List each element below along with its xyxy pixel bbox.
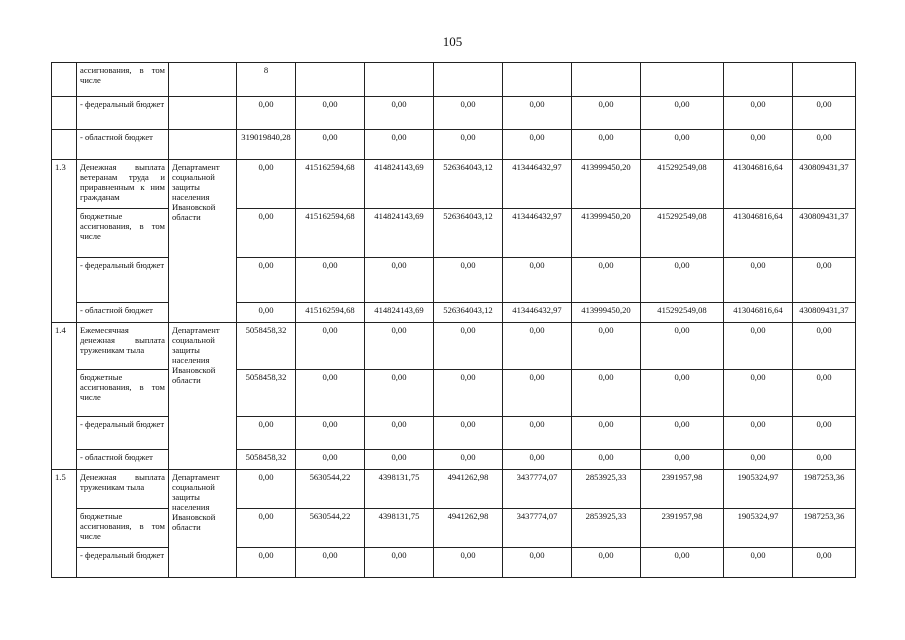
value-cell: 2391957,98 xyxy=(641,470,724,509)
value-cell: 0,00 xyxy=(641,548,724,578)
executor-cell: Департамент социальной защиты населения Ивановской области xyxy=(169,323,237,470)
row-index-cell xyxy=(52,63,77,97)
value-cell: 0,00 xyxy=(365,97,434,130)
table-row xyxy=(52,470,856,509)
row-label-cell: - областной бюджет xyxy=(77,303,169,323)
page-number: 105 xyxy=(442,34,463,49)
value-cell: 0,00 xyxy=(724,323,793,370)
row-label-cell: ассигнования, в том числе xyxy=(77,63,169,97)
value-cell: 0,00 xyxy=(237,209,296,258)
value-cell xyxy=(724,63,793,97)
value-cell: 0,00 xyxy=(365,548,434,578)
value-cell: 0,00 xyxy=(793,417,856,450)
row-label-cell: бюджетные ассигнования, в том числе xyxy=(77,370,169,417)
value-cell: 1905324,97 xyxy=(724,470,793,509)
value-cell: 0,00 xyxy=(503,258,572,303)
value-cell: 0,00 xyxy=(365,323,434,370)
row-index-cell: 1.3 xyxy=(52,160,77,323)
row-label-cell: Денежная выплата труженикам тыла xyxy=(77,470,169,509)
value-cell: 5058458,32 xyxy=(237,370,296,417)
value-cell: 4941262,98 xyxy=(434,509,503,548)
value-cell: 0,00 xyxy=(365,450,434,470)
value-cell: 0,00 xyxy=(503,130,572,160)
value-cell: 415292549,08 xyxy=(641,303,724,323)
value-cell: 0,00 xyxy=(237,303,296,323)
value-cell: 0,00 xyxy=(365,417,434,450)
value-cell: 413446432,97 xyxy=(503,303,572,323)
value-cell: 0,00 xyxy=(572,548,641,578)
value-cell: 0,00 xyxy=(572,258,641,303)
value-cell: 0,00 xyxy=(724,450,793,470)
row-index-cell: 1.4 xyxy=(52,323,77,470)
value-cell: 0,00 xyxy=(793,258,856,303)
table-row xyxy=(52,63,856,97)
row-index-cell xyxy=(52,97,77,130)
value-cell: 0,00 xyxy=(641,450,724,470)
row-label-cell: - федеральный бюджет xyxy=(77,97,169,130)
value-cell: 0,00 xyxy=(793,97,856,130)
value-cell: 0,00 xyxy=(641,370,724,417)
value-cell: 0,00 xyxy=(296,97,365,130)
value-cell: 0,00 xyxy=(793,130,856,160)
value-cell: 0,00 xyxy=(724,97,793,130)
value-cell xyxy=(503,63,572,97)
row-index-cell: 1.5 xyxy=(52,470,77,578)
table-row xyxy=(52,323,856,370)
value-cell: 0,00 xyxy=(237,548,296,578)
value-cell: 1987253,36 xyxy=(793,470,856,509)
executor-cell: Департамент социальной защиты населения Ивановской области xyxy=(169,160,237,323)
executor-cell xyxy=(169,130,237,160)
value-cell: 415162594,68 xyxy=(296,303,365,323)
value-cell: 0,00 xyxy=(724,417,793,450)
value-cell: 0,00 xyxy=(296,548,365,578)
value-cell: 0,00 xyxy=(793,323,856,370)
value-cell: 2853925,33 xyxy=(572,509,641,548)
value-cell: 5630544,22 xyxy=(296,470,365,509)
value-cell: 8 xyxy=(237,63,296,97)
value-cell: 1987253,36 xyxy=(793,509,856,548)
value-cell: 0,00 xyxy=(237,509,296,548)
value-cell: 526364043,12 xyxy=(434,160,503,209)
value-cell: 0,00 xyxy=(503,323,572,370)
value-cell: 0,00 xyxy=(503,548,572,578)
value-cell: 413046816,64 xyxy=(724,160,793,209)
value-cell: 0,00 xyxy=(237,258,296,303)
row-label-cell: - федеральный бюджет xyxy=(77,548,169,578)
value-cell: 4941262,98 xyxy=(434,470,503,509)
value-cell: 0,00 xyxy=(724,370,793,417)
value-cell: 0,00 xyxy=(572,323,641,370)
value-cell: 0,00 xyxy=(434,130,503,160)
value-cell: 413999450,20 xyxy=(572,160,641,209)
value-cell: 0,00 xyxy=(365,370,434,417)
table-row xyxy=(52,130,856,160)
value-cell: 413046816,64 xyxy=(724,209,793,258)
value-cell: 0,00 xyxy=(434,370,503,417)
value-cell xyxy=(641,63,724,97)
value-cell: 0,00 xyxy=(572,130,641,160)
value-cell: 526364043,12 xyxy=(434,303,503,323)
value-cell xyxy=(434,63,503,97)
row-label-cell: - федеральный бюджет xyxy=(77,258,169,303)
value-cell: 414824143,69 xyxy=(365,160,434,209)
value-cell: 0,00 xyxy=(434,548,503,578)
value-cell: 1905324,97 xyxy=(724,509,793,548)
value-cell: 0,00 xyxy=(503,97,572,130)
value-cell: 526364043,12 xyxy=(434,209,503,258)
value-cell: 413446432,97 xyxy=(503,160,572,209)
value-cell: 0,00 xyxy=(572,97,641,130)
value-cell: 0,00 xyxy=(434,258,503,303)
row-label-cell: - федеральный бюджет xyxy=(77,417,169,450)
executor-cell xyxy=(169,97,237,130)
value-cell: 0,00 xyxy=(641,323,724,370)
value-cell: 413999450,20 xyxy=(572,209,641,258)
value-cell: 0,00 xyxy=(503,450,572,470)
value-cell xyxy=(793,63,856,97)
value-cell: 0,00 xyxy=(572,417,641,450)
row-label-cell: бюджетные ассигнования, в том числе xyxy=(77,209,169,258)
value-cell: 0,00 xyxy=(365,130,434,160)
value-cell: 0,00 xyxy=(237,417,296,450)
value-cell: 0,00 xyxy=(793,450,856,470)
value-cell: 0,00 xyxy=(296,323,365,370)
value-cell: 415292549,08 xyxy=(641,160,724,209)
value-cell: 0,00 xyxy=(572,370,641,417)
value-cell: 0,00 xyxy=(296,258,365,303)
value-cell: 0,00 xyxy=(237,160,296,209)
value-cell: 4398131,75 xyxy=(365,509,434,548)
value-cell xyxy=(365,63,434,97)
value-cell: 0,00 xyxy=(503,417,572,450)
value-cell: 0,00 xyxy=(434,450,503,470)
value-cell: 319019840,28 xyxy=(237,130,296,160)
value-cell: 0,00 xyxy=(296,450,365,470)
value-cell: 414824143,69 xyxy=(365,209,434,258)
value-cell: 0,00 xyxy=(641,417,724,450)
value-cell: 430809431,37 xyxy=(793,209,856,258)
value-cell: 413046816,64 xyxy=(724,303,793,323)
value-cell: 0,00 xyxy=(641,258,724,303)
value-cell: 0,00 xyxy=(296,370,365,417)
budget-table xyxy=(51,62,856,578)
value-cell: 0,00 xyxy=(434,323,503,370)
value-cell: 2391957,98 xyxy=(641,509,724,548)
value-cell: 2853925,33 xyxy=(572,470,641,509)
value-cell: 3437774,07 xyxy=(503,509,572,548)
value-cell: 4398131,75 xyxy=(365,470,434,509)
value-cell xyxy=(572,63,641,97)
value-cell: 0,00 xyxy=(237,470,296,509)
value-cell: 0,00 xyxy=(793,370,856,417)
row-label-cell: Ежемесячная денежная выплата труженикам тыла xyxy=(77,323,169,370)
value-cell: 430809431,37 xyxy=(793,160,856,209)
executor-cell: Департамент социальной защиты населения Ивановской области xyxy=(169,470,237,578)
value-cell: 0,00 xyxy=(296,130,365,160)
table-row xyxy=(52,160,856,209)
table-row xyxy=(52,97,856,130)
value-cell: 414824143,69 xyxy=(365,303,434,323)
value-cell: 0,00 xyxy=(434,97,503,130)
row-index-cell xyxy=(52,130,77,160)
row-label-cell: - областной бюджет xyxy=(77,130,169,160)
value-cell: 0,00 xyxy=(724,130,793,160)
value-cell: 5630544,22 xyxy=(296,509,365,548)
value-cell: 430809431,37 xyxy=(793,303,856,323)
value-cell: 413446432,97 xyxy=(503,209,572,258)
value-cell: 0,00 xyxy=(724,258,793,303)
value-cell: 0,00 xyxy=(793,548,856,578)
row-label-cell: - областной бюджет xyxy=(77,450,169,470)
value-cell: 5058458,32 xyxy=(237,450,296,470)
value-cell: 0,00 xyxy=(237,97,296,130)
value-cell: 415162594,68 xyxy=(296,160,365,209)
value-cell: 0,00 xyxy=(434,417,503,450)
value-cell: 5058458,32 xyxy=(237,323,296,370)
value-cell: 415292549,08 xyxy=(641,209,724,258)
value-cell: 0,00 xyxy=(641,130,724,160)
value-cell: 0,00 xyxy=(296,417,365,450)
value-cell xyxy=(296,63,365,97)
value-cell: 413999450,20 xyxy=(572,303,641,323)
value-cell: 0,00 xyxy=(503,370,572,417)
value-cell: 0,00 xyxy=(724,548,793,578)
value-cell: 0,00 xyxy=(365,258,434,303)
value-cell: 415162594,68 xyxy=(296,209,365,258)
row-label-cell: бюджетные ассигнования, в том числе xyxy=(77,509,169,548)
executor-cell xyxy=(169,63,237,97)
value-cell: 0,00 xyxy=(572,450,641,470)
value-cell: 0,00 xyxy=(641,97,724,130)
row-label-cell: Денежная выплата ветеранам труда и приравненным к ним гражданам xyxy=(77,160,169,209)
value-cell: 3437774,07 xyxy=(503,470,572,509)
